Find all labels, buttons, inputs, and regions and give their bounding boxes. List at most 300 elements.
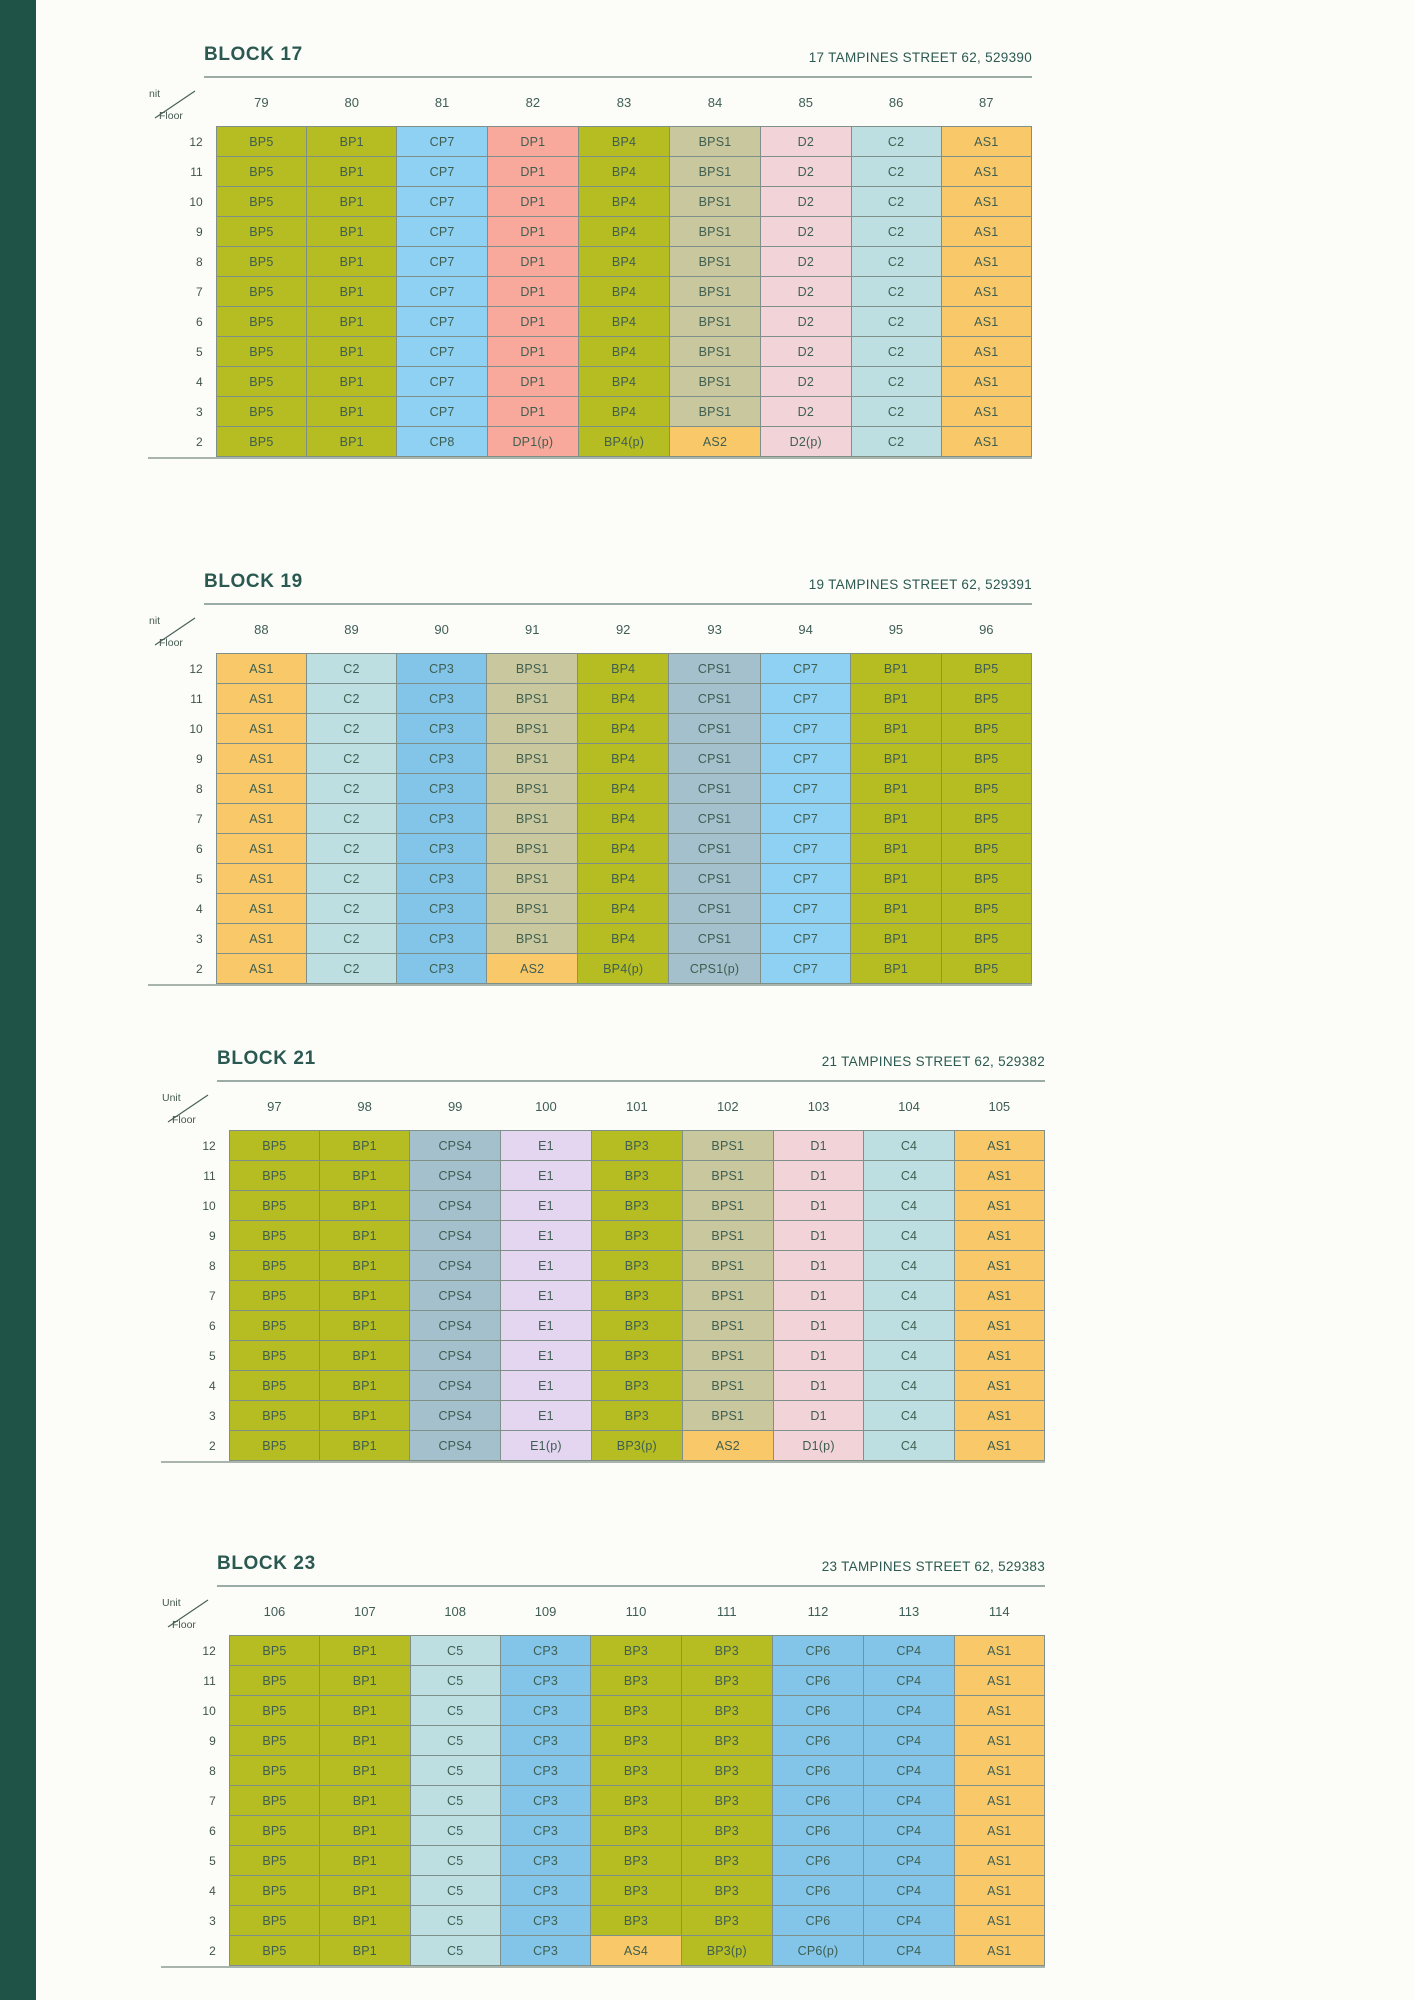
unit-cell: CP7 (397, 187, 487, 217)
unit-cell: BPS1 (682, 1341, 773, 1371)
unit-cell: BP5 (229, 1161, 319, 1191)
unit-cell: E1 (501, 1131, 592, 1161)
table-row (148, 804, 1032, 834)
unit-column-header: 101 (626, 1098, 648, 1114)
unit-cell: BP3 (681, 1756, 772, 1786)
unit-cell: BP5 (229, 1846, 319, 1876)
unit-column-header: 86 (888, 94, 904, 110)
unit-cell: D2 (760, 157, 851, 187)
unit-cell: CPS4 (410, 1251, 501, 1281)
unit-cell: CPS1(p) (669, 954, 761, 984)
unit-cell: CPS1 (669, 714, 761, 744)
unit-cell: DP1 (487, 217, 578, 247)
floor-row-label: 6 (209, 1318, 216, 1333)
unit-cell: CPS1 (669, 744, 761, 774)
block-section (148, 44, 1032, 457)
unit-cell: BPS1 (682, 1131, 773, 1161)
unit-column-header: 90 (434, 621, 449, 637)
unit-cell: BP5 (229, 1371, 319, 1401)
unit-cell: CP3 (500, 1636, 590, 1666)
unit-cell: BP1 (851, 654, 941, 684)
unit-cell: CPS1 (669, 774, 761, 804)
unit-cell: E1 (501, 1221, 592, 1251)
floor-row-label: 4 (196, 901, 203, 916)
unit-cell: CP3 (396, 684, 486, 714)
unit-cell: BP3 (591, 1876, 681, 1906)
unit-cell: BP1 (307, 337, 397, 367)
unit-cell: BP4 (578, 307, 669, 337)
unit-cell: C2 (851, 127, 941, 157)
unit-cell: CP6 (772, 1846, 863, 1876)
floor-row-label: 12 (189, 661, 203, 676)
unit-cell: BP4 (578, 127, 669, 157)
unit-cell: AS1 (941, 127, 1031, 157)
floor-row-label: 5 (209, 1853, 216, 1868)
unit-cell: C2 (307, 804, 397, 834)
unit-cell: BP1 (320, 1431, 410, 1461)
table-row (148, 864, 1032, 894)
unit-cell: BP5 (229, 1131, 319, 1161)
unit-cell: BP1 (851, 744, 941, 774)
table-row (148, 924, 1032, 954)
unit-cell: AS1 (954, 1131, 1044, 1161)
unit-cell: D1 (773, 1131, 864, 1161)
table-row (148, 684, 1032, 714)
block-address: 17 TAMPINES STREET 62, 529390 (808, 50, 1032, 65)
floor-row-label: 7 (209, 1793, 216, 1808)
unit-cell: C2 (851, 157, 941, 187)
unit-cell: AS2 (487, 954, 578, 984)
unit-cell: AS1 (216, 684, 306, 714)
unit-cell: C5 (410, 1786, 500, 1816)
unit-cell: BP4 (578, 924, 669, 954)
unit-cell: E1(p) (501, 1431, 592, 1461)
unit-column-header: 93 (707, 621, 722, 637)
floor-row-label: 11 (190, 691, 203, 706)
unit-cell: BPS1 (487, 804, 578, 834)
unit-cell: BP1 (320, 1936, 410, 1966)
floor-row-label: 11 (203, 1673, 216, 1688)
unit-cell: AS1 (954, 1666, 1044, 1696)
floor-row-label: 3 (196, 404, 203, 419)
unit-cell: CP6 (772, 1876, 863, 1906)
unit-column-header: 97 (267, 1098, 282, 1114)
unit-cell: AS1 (954, 1906, 1044, 1936)
unit-cell: BP5 (229, 1726, 319, 1756)
unit-cell: BP5 (229, 1281, 319, 1311)
unit-cell: CP3 (500, 1786, 590, 1816)
unit-cell: BP5 (216, 187, 306, 217)
unit-cell: CPS4 (410, 1221, 501, 1251)
unit-column-header: 114 (988, 1603, 1010, 1619)
unit-cell: D1 (773, 1341, 864, 1371)
corner-cell (161, 1082, 229, 1131)
table-row (161, 1251, 1045, 1281)
unit-cell: E1 (501, 1281, 592, 1311)
unit-cell: BP3 (591, 1371, 682, 1401)
unit-cell: BP4 (578, 337, 669, 367)
floor-row-label: 6 (209, 1823, 216, 1838)
floor-row-label: 7 (209, 1288, 216, 1303)
unit-cell: AS1 (954, 1876, 1044, 1906)
unit-cell: BP1 (851, 714, 941, 744)
unit-cell: C4 (864, 1191, 954, 1221)
unit-cell: AS1 (954, 1816, 1044, 1846)
table-row (148, 397, 1032, 427)
unit-cell: CP6(p) (772, 1936, 863, 1966)
unit-cell: CPS4 (410, 1131, 501, 1161)
unit-cell: BP5 (229, 1311, 319, 1341)
unit-cell: CP8 (397, 427, 487, 457)
unit-cell: BPS1 (682, 1281, 773, 1311)
unit-cell: C2 (851, 337, 941, 367)
unit-cell: BP3 (591, 1401, 682, 1431)
floor-row-label: 8 (209, 1763, 216, 1778)
unit-cell: BP1 (320, 1311, 410, 1341)
unit-cell: CP7 (397, 247, 487, 277)
unit-cell: CP4 (864, 1816, 954, 1846)
floor-row-label: 11 (190, 164, 203, 179)
unit-cell: AS1 (954, 1401, 1044, 1431)
unit-cell: DP1 (487, 127, 578, 157)
block-head (217, 1048, 1045, 1070)
block-address: 21 TAMPINES STREET 62, 529382 (821, 1054, 1045, 1069)
unit-cell: DP1 (487, 247, 578, 277)
unit-column-header: 99 (447, 1098, 463, 1114)
unit-column-header: 79 (254, 94, 269, 110)
unit-cell: C4 (864, 1341, 954, 1371)
unit-cell: DP1 (487, 307, 578, 337)
unit-cell: BPS1 (487, 924, 578, 954)
unit-cell: AS1 (954, 1726, 1044, 1756)
unit-cell: AS1 (954, 1786, 1044, 1816)
table-row (161, 1876, 1045, 1906)
unit-cell: AS1 (954, 1756, 1044, 1786)
unit-cell: C5 (410, 1936, 500, 1966)
unit-cell: BP5 (216, 397, 306, 427)
unit-cell: CP3 (500, 1876, 590, 1906)
unit-cell: CP6 (772, 1786, 863, 1816)
unit-cell: BP1 (851, 954, 941, 984)
unit-cell: BP1 (320, 1401, 410, 1431)
table-row (161, 1756, 1045, 1786)
unit-cell: AS1 (941, 277, 1031, 307)
floor-row-label: 9 (196, 224, 203, 239)
unit-cell: BP1 (851, 834, 941, 864)
floor-row-label: 10 (202, 1703, 216, 1718)
unit-cell: BP1 (851, 804, 941, 834)
unit-cell: BP1 (307, 277, 397, 307)
floor-row-label: 6 (196, 841, 203, 856)
table-row (148, 247, 1032, 277)
unit-cell: BPS1 (670, 367, 761, 397)
unit-cell: BP3 (681, 1876, 772, 1906)
unit-cell: BP5 (941, 834, 1031, 864)
unit-table-body (148, 654, 1032, 984)
unit-column-header: 87 (979, 94, 994, 110)
unit-cell: D1 (773, 1281, 864, 1311)
floor-row-label: 9 (196, 751, 203, 766)
unit-cell: BP3 (591, 1756, 681, 1786)
unit-cell: BP5 (216, 337, 306, 367)
unit-column-header: 113 (898, 1603, 920, 1619)
unit-cell: BP5 (216, 127, 306, 157)
unit-cell: CPS1 (669, 654, 761, 684)
unit-stack-table (161, 1082, 1045, 1461)
table-row (161, 1281, 1045, 1311)
unit-cell: CPS4 (410, 1401, 501, 1431)
unit-cell: BPS1 (487, 714, 578, 744)
floor-row-label: 2 (209, 1438, 216, 1453)
unit-cell: CPS4 (410, 1191, 501, 1221)
floor-row-label: 4 (209, 1378, 216, 1393)
floor-row-label: 4 (196, 374, 203, 389)
unit-cell: BP5 (941, 954, 1031, 984)
unit-cell: AS1 (216, 954, 306, 984)
unit-cell: CP4 (864, 1696, 954, 1726)
unit-cell: C5 (410, 1876, 500, 1906)
unit-cell: BP3 (591, 1636, 681, 1666)
unit-cell: DP1 (487, 367, 578, 397)
unit-cell: BP3 (591, 1906, 681, 1936)
unit-cell: BP1 (320, 1221, 410, 1251)
unit-header-row (161, 1082, 1045, 1131)
unit-cell: AS1 (954, 1341, 1044, 1371)
unit-column-header: 85 (798, 94, 814, 110)
unit-cell: C2 (851, 397, 941, 427)
unit-cell: BP4 (578, 774, 669, 804)
unit-cell: CP7 (397, 127, 487, 157)
unit-cell: CPS4 (410, 1161, 501, 1191)
table-row (161, 1371, 1045, 1401)
unit-cell: BP3 (681, 1696, 772, 1726)
unit-cell: CP4 (864, 1786, 954, 1816)
unit-cell: BP1 (320, 1816, 410, 1846)
unit-cell: BPS1 (487, 654, 578, 684)
block-head (217, 1553, 1045, 1575)
unit-axis-label: Unit (162, 1091, 181, 1104)
unit-column-header: 100 (535, 1098, 557, 1114)
unit-table-body (161, 1636, 1045, 1966)
unit-cell: BP1 (320, 1636, 410, 1666)
unit-cell: AS1 (216, 804, 306, 834)
unit-cell: E1 (501, 1401, 592, 1431)
table-row (161, 1636, 1045, 1666)
unit-cell: AS1 (216, 654, 306, 684)
unit-column-header: 103 (807, 1098, 830, 1114)
unit-cell: AS1 (941, 397, 1031, 427)
unit-cell: BP4 (578, 157, 669, 187)
unit-cell: D2 (760, 337, 851, 367)
corner-cell (148, 78, 216, 127)
unit-cell: BP5 (941, 804, 1031, 834)
floor-row-label: 7 (196, 811, 203, 826)
unit-cell: CPS4 (410, 1281, 501, 1311)
table-row (161, 1786, 1045, 1816)
table-row (148, 834, 1032, 864)
unit-cell: BP5 (229, 1401, 319, 1431)
floor-row-label: 2 (196, 961, 203, 976)
unit-cell: BP1 (320, 1191, 410, 1221)
unit-cell: BP1 (851, 774, 941, 804)
floor-row-label: 5 (196, 871, 203, 886)
block-address: 19 TAMPINES STREET 62, 529391 (808, 577, 1032, 592)
unit-cell: CP7 (760, 804, 850, 834)
unit-cell: BP4 (578, 187, 669, 217)
unit-cell: AS1 (216, 864, 306, 894)
unit-cell: CP7 (760, 744, 850, 774)
table-row (161, 1131, 1045, 1161)
unit-cell: BP5 (229, 1936, 319, 1966)
unit-cell: CP6 (772, 1636, 863, 1666)
unit-cell: BP5 (216, 367, 306, 397)
unit-cell: C5 (410, 1846, 500, 1876)
table-row (161, 1341, 1045, 1371)
unit-cell: BPS1 (682, 1371, 773, 1401)
unit-cell: AS4 (591, 1936, 681, 1966)
unit-cell: BP1 (851, 684, 941, 714)
unit-cell: CP4 (864, 1936, 954, 1966)
unit-cell: BP3 (681, 1636, 772, 1666)
unit-cell: BPS1 (487, 894, 578, 924)
floor-row-label: 10 (202, 1198, 216, 1213)
unit-cell: BP5 (216, 277, 306, 307)
unit-cell: BPS1 (670, 127, 761, 157)
unit-cell: CP4 (864, 1756, 954, 1786)
unit-cell: C2 (851, 187, 941, 217)
unit-column-header: 82 (525, 94, 541, 110)
unit-cell: BP5 (941, 714, 1031, 744)
unit-cell: BPS1 (682, 1221, 773, 1251)
unit-cell: D2 (760, 397, 851, 427)
unit-cell: BP3 (591, 1281, 682, 1311)
unit-cell: BPS1 (682, 1311, 773, 1341)
unit-cell: CP4 (864, 1666, 954, 1696)
unit-cell: C4 (864, 1431, 954, 1461)
unit-cell: BP1 (307, 247, 397, 277)
unit-cell: AS1 (941, 427, 1031, 457)
unit-cell: BP1 (320, 1371, 410, 1401)
table-row (161, 1726, 1045, 1756)
floor-row-label: 5 (209, 1348, 216, 1363)
unit-cell: AS1 (954, 1251, 1044, 1281)
unit-column-header: 108 (444, 1603, 467, 1619)
unit-cell: BP1 (320, 1341, 410, 1371)
unit-cell: BP1 (307, 427, 397, 457)
unit-cell: CP7 (760, 834, 850, 864)
unit-cell: CP7 (760, 654, 850, 684)
unit-cell: CP6 (772, 1726, 863, 1756)
unit-cell: CP3 (396, 954, 486, 984)
table-row (148, 187, 1032, 217)
unit-cell: C5 (410, 1756, 500, 1786)
unit-cell: BP5 (216, 247, 306, 277)
table-row (161, 1846, 1045, 1876)
unit-cell: BP1 (320, 1846, 410, 1876)
unit-cell: CPS4 (410, 1311, 501, 1341)
unit-cell: BP1 (307, 397, 397, 427)
unit-cell: C2 (307, 864, 397, 894)
unit-cell: CP3 (396, 894, 486, 924)
unit-cell: BP1 (307, 307, 397, 337)
block-title: BLOCK 21 (217, 1048, 316, 1069)
floor-row-label: 9 (209, 1733, 216, 1748)
unit-cell: AS2 (670, 427, 761, 457)
unit-column-header: 109 (534, 1603, 557, 1619)
unit-column-header: 95 (888, 621, 904, 637)
unit-cell: DP1 (487, 157, 578, 187)
unit-cell: BP1 (851, 894, 941, 924)
floor-row-label: 12 (202, 1138, 216, 1153)
unit-cell: DP1 (487, 277, 578, 307)
unit-cell: CP3 (396, 714, 486, 744)
unit-cell: C4 (864, 1251, 954, 1281)
unit-cell: CP3 (500, 1936, 590, 1966)
unit-cell: CP6 (772, 1816, 863, 1846)
unit-cell: E1 (501, 1191, 592, 1221)
unit-cell: CPS1 (669, 684, 761, 714)
unit-cell: BPS1 (670, 157, 761, 187)
block-title: BLOCK 17 (204, 44, 303, 65)
unit-cell: AS1 (954, 1281, 1044, 1311)
unit-cell: C2 (851, 367, 941, 397)
unit-cell: BP5 (229, 1666, 319, 1696)
floor-row-label: 3 (209, 1408, 216, 1423)
unit-cell: BP3 (591, 1341, 682, 1371)
unit-cell: BP3 (681, 1726, 772, 1756)
unit-cell: CP7 (397, 217, 487, 247)
unit-cell: CP4 (864, 1846, 954, 1876)
unit-cell: D2 (760, 247, 851, 277)
floor-row-label: 10 (189, 721, 203, 736)
unit-cell: CP3 (396, 804, 486, 834)
unit-cell: CP7 (760, 954, 850, 984)
table-row (148, 367, 1032, 397)
unit-cell: BPS1 (670, 337, 761, 367)
unit-cell: C5 (410, 1726, 500, 1756)
unit-cell: BPS1 (682, 1251, 773, 1281)
unit-cell: C2 (307, 714, 397, 744)
floor-row-label: 11 (203, 1168, 216, 1183)
table-row (148, 894, 1032, 924)
unit-cell: BP4 (578, 217, 669, 247)
unit-cell: CPS4 (410, 1371, 501, 1401)
unit-cell: D2 (760, 277, 851, 307)
unit-cell: BP4 (578, 744, 669, 774)
unit-cell: BP3(p) (681, 1936, 772, 1966)
block-address: 23 TAMPINES STREET 62, 529383 (821, 1559, 1045, 1574)
unit-column-header: 89 (344, 621, 359, 637)
unit-cell: D1(p) (773, 1431, 864, 1461)
table-row (161, 1431, 1045, 1461)
unit-cell: BPS1 (487, 684, 578, 714)
unit-column-header: 102 (716, 1098, 739, 1114)
unit-cell: CP6 (772, 1666, 863, 1696)
unit-cell: BP5 (216, 427, 306, 457)
unit-cell: BPS1 (682, 1161, 773, 1191)
table-row (148, 217, 1032, 247)
unit-cell: CP3 (396, 924, 486, 954)
unit-cell: CP6 (772, 1756, 863, 1786)
unit-cell: C4 (864, 1221, 954, 1251)
unit-cell: BP3 (681, 1666, 772, 1696)
unit-cell: BPS1 (487, 774, 578, 804)
unit-cell: BP1 (320, 1756, 410, 1786)
unit-cell: CP3 (500, 1906, 590, 1936)
unit-column-header: 105 (988, 1098, 1011, 1114)
unit-cell: BPS1 (487, 744, 578, 774)
unit-cell: AS1 (954, 1221, 1044, 1251)
